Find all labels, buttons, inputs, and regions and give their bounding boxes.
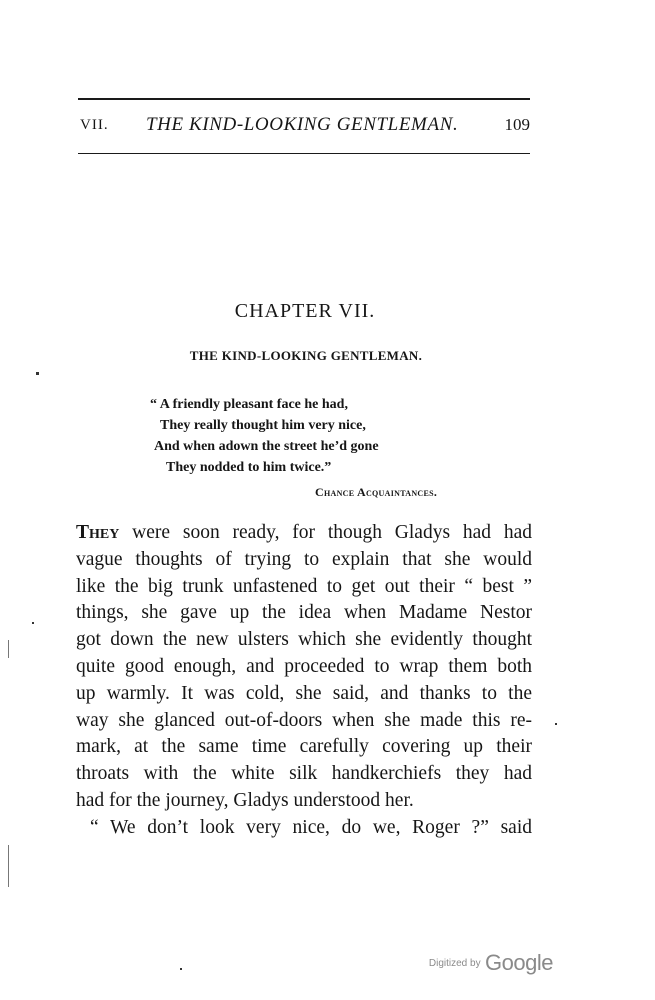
paragraph-line: way she glanced out-of-doors when she made this re-	[76, 709, 532, 731]
header-rule-bottom	[78, 153, 530, 154]
epigraph	[150, 394, 510, 499]
header-rule-top	[78, 98, 530, 100]
chapter-heading: CHAPTER VII.	[234, 300, 376, 322]
running-head	[80, 114, 530, 140]
scan-speck	[180, 968, 182, 970]
scan-edge-mark	[8, 845, 9, 887]
paragraph-line-text: were soon ready, for though Gladys had had	[119, 522, 532, 543]
epigraph-line: And when adown the street he’d gone	[154, 439, 379, 454]
paragraph-line: things, she gave up the idea when Madame Nestor	[76, 602, 532, 624]
digitization-watermark	[429, 950, 553, 976]
paragraph-line: like the big trunk unfastened to get out their “ best ”	[76, 575, 532, 597]
epigraph-line: They nodded to him twice.”	[166, 460, 332, 475]
epigraph-line: “ A friendly pleasant face he had,	[150, 397, 348, 412]
watermark-brand: Google	[485, 950, 553, 975]
paragraph-line	[76, 520, 532, 547]
running-head-title: THE KIND-LOOKING GENTLEMAN.	[146, 114, 459, 135]
watermark-prefix: Digitized by	[428, 958, 481, 969]
running-head-section: VII.	[80, 117, 109, 133]
paragraph-line: quite good enough, and proceeded to wrap them both	[76, 655, 532, 677]
scan-speck	[32, 622, 34, 624]
scan-speck	[555, 723, 557, 725]
epigraph-line: They really thought him very nice,	[160, 418, 366, 433]
paragraph-line: throats with the white silk handkerchiefs they had	[76, 763, 532, 785]
drop-word: They	[76, 522, 120, 543]
paragraph-line: up warmly. It was cold, she said, and thanks to the	[76, 682, 532, 704]
scan-edge-mark	[8, 640, 9, 658]
scan-speck	[36, 372, 39, 375]
paragraph-line: “ We don’t look very nice, do we, Roger ?” said	[90, 816, 532, 838]
page-number: 109	[504, 115, 530, 134]
chapter-subtitle: THE KIND-LOOKING GENTLEMAN.	[189, 348, 423, 363]
paragraph-line: got down the new ulsters which she evidently thought	[76, 629, 532, 651]
body-text	[76, 520, 532, 842]
paragraph-line: had for the journey, Gladys understood her.	[76, 789, 414, 811]
paragraph-line: mark, at the same time carefully covering up their	[76, 736, 532, 758]
epigraph-attribution: Chance Acquaintances.	[315, 485, 438, 499]
paragraph-line: vague thoughts of trying to explain that she would	[76, 548, 532, 570]
